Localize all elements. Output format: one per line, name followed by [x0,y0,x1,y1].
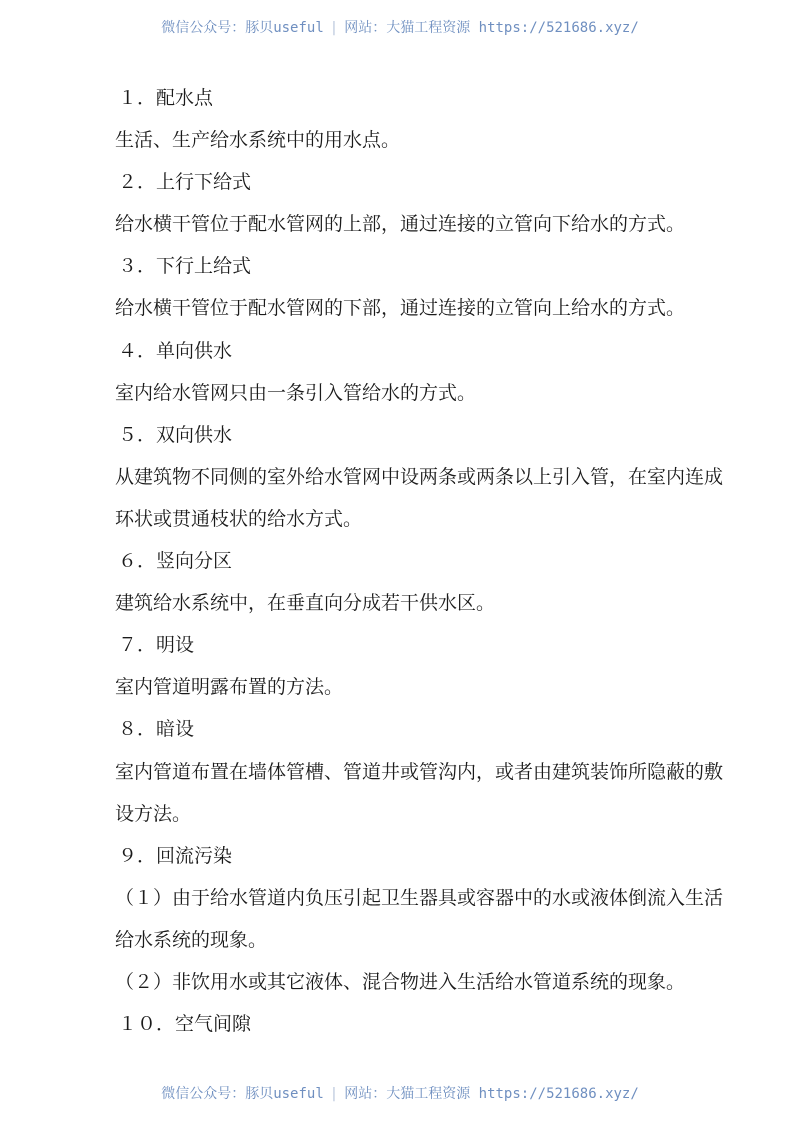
definition-text: 建筑给水系统中，在垂直向分成若干供水区。 [115,592,496,615]
term-heading: ６．竖向分区 [118,550,233,573]
definition-text: 室内给水管网只由一条引入管给水的方式。 [115,381,477,404]
definition-text: 设方法。 [115,802,192,825]
header-watermark [0,17,800,37]
watermark-website: 网站：大猫工程资源 https://521686.xyz/ [344,20,639,36]
term-heading: ４．单向供水 [118,339,233,362]
definition-text: 给水横干管位于配水管网的下部，通过连接的立管向上给水的方式。 [115,297,686,320]
term-heading: １０．空气间隙 [118,1013,252,1036]
definition-text: 给水系统的现象。 [115,928,268,951]
watermark-website: 网站：大猫工程资源 https://521686.xyz/ [344,1086,639,1102]
definition-text: （２）非饮用水或其它液体、混合物进入生活给水管道系统的现象。 [115,970,686,993]
term-heading: １．配水点 [118,87,214,109]
document-body [115,86,745,1054]
footer-watermark [0,1083,800,1103]
term-heading: ８．暗设 [118,718,195,741]
term-heading: ９．回流污染 [118,844,233,867]
definition-text: 从建筑物不同侧的室外给水管网中设两条或两条以上引入管，在室内连成 [115,465,724,488]
term-heading: ３．下行上给式 [118,255,252,278]
definition-text: 生活、生产给水系统中的用水点。 [115,129,401,152]
watermark-wechat: 微信公众号：豚贝useful [161,1086,324,1102]
watermark-separator: | [329,20,339,36]
definition-text: （１）由于给水管道内负压引起卫生器具或容器中的水或液体倒流入生活 [115,886,724,909]
definition-text: 给水横干管位于配水管网的上部，通过连接的立管向下给水的方式。 [115,213,686,236]
term-heading: ７．明设 [118,634,195,657]
watermark-wechat: 微信公众号：豚贝useful [161,20,324,36]
term-heading: ２．上行下给式 [118,171,252,194]
term-heading: ５．双向供水 [118,423,233,446]
definition-text: 室内管道明露布置的方法。 [115,676,344,699]
watermark-separator: | [329,1086,339,1102]
definition-text: 环状或贯通枝状的给水方式。 [115,507,363,530]
definition-text: 室内管道布置在墙体管槽、管道井或管沟内，或者由建筑装饰所隐蔽的敷 [115,760,724,783]
